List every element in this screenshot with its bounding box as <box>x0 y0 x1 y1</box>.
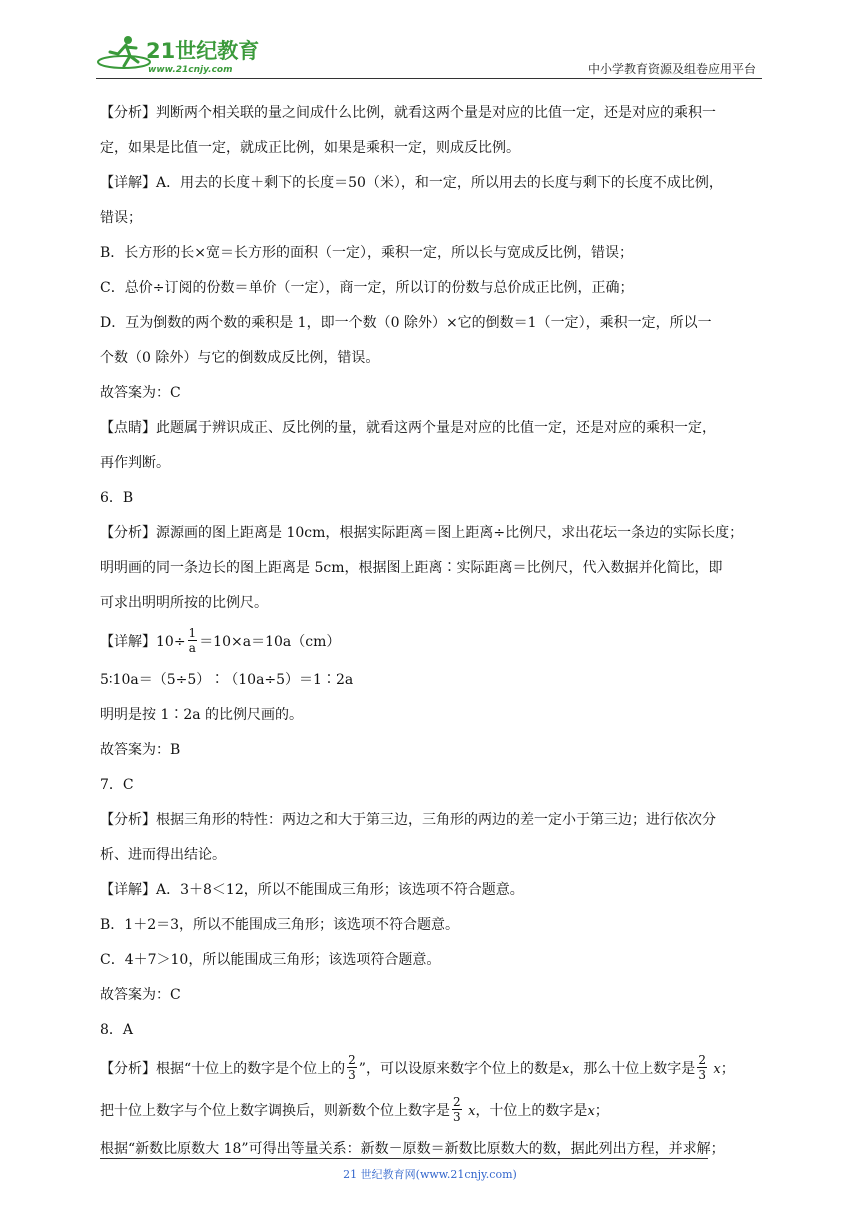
text-span: ＝10×a＝10a（cm） <box>199 634 341 650</box>
formula-line <box>100 1090 766 1132</box>
answer-line: 故答案为：C <box>100 385 181 401</box>
variable-x: x <box>713 1062 721 1077</box>
text-line: 析、进而得出结论。 <box>100 847 226 863</box>
fraction-denominator: 3 <box>698 1067 706 1082</box>
text-line: 根据“新数比原数大 18”可得出等量关系：新数－原数＝新数比原数大的数，据此列出方程，并求解； <box>100 1141 725 1157</box>
document-body <box>100 96 766 1167</box>
text-line: 5∶10a＝（5÷5）∶（10a÷5）＝1∶2a <box>100 672 354 688</box>
text-line: 定，如果是比值一定，就成正比例，如果是乘积一定，则成反比例。 <box>100 140 520 156</box>
text-line: B．1＋2＝3，所以不能围成三角形；该选项不符合题意。 <box>100 917 460 933</box>
text-line: 再作判断。 <box>100 455 170 471</box>
text-span: ； <box>720 1061 735 1077</box>
question-number: 8．A <box>100 1022 134 1038</box>
fraction <box>697 1053 707 1082</box>
variable-x: x <box>587 1104 595 1119</box>
question-number: 7．C <box>100 777 134 793</box>
platform-name: 中小学教育资源及组卷应用平台 <box>587 62 756 76</box>
text-span: ”，可以设原来数字个位上的数是 <box>358 1061 562 1077</box>
page-footer: 21 世纪教育网(www.21cnjy.com) <box>343 1168 517 1181</box>
text-line: D．互为倒数的两个数的乘积是 1，即一个数（0 除外）×它的倒数＝1（一定），乘积一定，所以一 <box>100 315 712 331</box>
text-span: ，那么十位上数字是 <box>569 1061 696 1077</box>
text-line: C．4＋7＞10，所以能围成三角形；该选项符合题意。 <box>100 952 441 968</box>
text-span: ，十位上的数字是 <box>475 1103 588 1119</box>
logo-icon <box>96 32 266 76</box>
footer-divider <box>100 1158 708 1159</box>
text-line: 【分析】根据三角形的特性：两边之和大于第三边，三角形的两边的差一定小于第三边；进行依次分 <box>100 812 716 828</box>
text-line: 明明画的同一条边长的图上距离是 5cm，根据图上距离∶实际距离＝比例尺，代入数据并化简比，即 <box>100 560 723 576</box>
fraction <box>347 1053 357 1082</box>
text-line: B．长方形的长×宽＝长方形的面积（一定），乘积一定，所以长与宽成反比例，错误； <box>100 245 634 261</box>
text-line: C．总价÷订阅的份数＝单价（一定），商一定，所以订的份数与总价成正比例，正确； <box>100 280 634 296</box>
formula-line <box>100 621 766 663</box>
page-header <box>96 30 760 78</box>
header-divider <box>96 78 762 79</box>
fraction-denominator: a <box>188 640 196 655</box>
text-line: 个数（0 除外）与它的倒数成反比例，错误。 <box>100 350 380 366</box>
text-line: 【点睛】此题属于辨识成正、反比例的量，就看这两个量是对应的比值一定，还是对应的乘积一定， <box>100 420 716 436</box>
text-line: 可求出明明所按的比例尺。 <box>100 595 268 611</box>
question-number: 6．B <box>100 490 134 506</box>
fraction-numerator: 2 <box>698 1052 706 1067</box>
text-line: 【详解】A．3＋8＜12，所以不能围成三角形；该选项不符合题意。 <box>100 882 524 898</box>
fraction-denominator: 3 <box>348 1067 356 1082</box>
text-line: 明明是按 1∶2a 的比例尺画的。 <box>100 707 304 723</box>
fraction <box>188 626 198 655</box>
text-span: 【分析】根据“十位上的数字是个位上的 <box>100 1061 346 1077</box>
variable-x: x <box>561 1062 570 1077</box>
answer-line: 故答案为：C <box>100 987 181 1003</box>
text-line: 错误； <box>100 210 142 226</box>
fraction <box>452 1095 462 1124</box>
text-span: 把十位上数字与个位上数字调换后，则新数个位上数字是 <box>100 1103 450 1119</box>
text-line: 【分析】判断两个相关联的量之间成什么比例，就看这两个量是对应的比值一定，还是对应的乘积一 <box>100 105 716 121</box>
text-line: 【分析】源源画的图上距离是 10cm，根据实际距离＝图上距离÷比例尺，求出花坛一条边的实际长度； <box>100 525 744 541</box>
text-line: 【详解】A．用去的长度＋剩下的长度＝50（米），和一定，所以用去的长度与剩下的长度不成比例， <box>100 175 723 191</box>
text-span: ； <box>594 1103 609 1119</box>
fraction-numerator: 2 <box>453 1094 461 1109</box>
fraction-numerator: 1 <box>188 625 197 640</box>
formula-line <box>100 1048 766 1090</box>
logo-main-text: 21世纪教育 <box>146 39 260 63</box>
fraction-numerator: 2 <box>348 1052 356 1067</box>
fraction-denominator: 3 <box>453 1109 461 1124</box>
logo-url-text: www.21cnjy.com <box>148 65 233 75</box>
text-span: 【详解】10÷ <box>100 634 186 650</box>
answer-line: 故答案为：B <box>100 742 181 758</box>
variable-x: x <box>468 1104 476 1119</box>
